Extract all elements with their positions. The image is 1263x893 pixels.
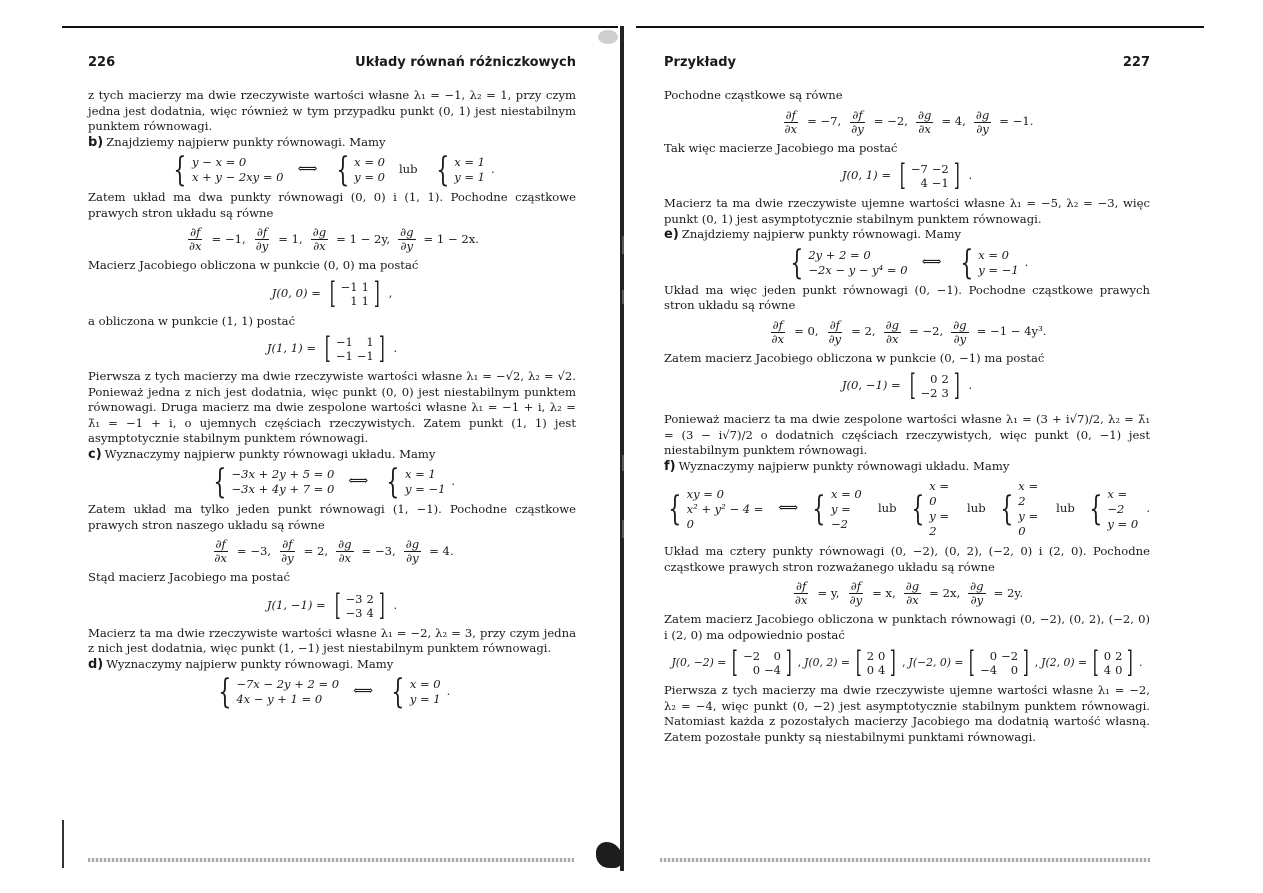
equation-system: { −7x − 2y + 2 = 0 4x − y + 1 = 0 ⟺ { x = 0 y = 1 . xyxy=(218,672,451,712)
paragraph: Pierwsza z tych macierzy ma dwie rzeczywiste ujemne wartości własne λ₁ = −2, λ₂ = −4, więc punkt (0, −2) jest asymptotycznie stabilnym punktem równowagi. Natomiast każda z pozostałych macierzy Jacobiego ma dodatnią wartość własną. Zatem pozostałe punkty są niestabilnymi punktami równowagi. xyxy=(664,683,1150,744)
jacobian-matrix: J(0, 1) = [ −7 −2 4 −1 ] . xyxy=(841,158,973,193)
partial-derivatives: $\frac{\partial f}{\partial x}$ = 0, $\frac{\partial f}{\partial y}$ = 2, $\frac{\partial g}{\partial x}$ = −2, $\frac{\partial g}{\partial y}$ = −1 − 4y³. xyxy=(771,317,1047,346)
jacobian-matrix: J(0, −1) = [ 0 2 −2 3 ] . xyxy=(841,368,973,403)
partial-derivatives: $\frac{\partial f}{\partial x}$ = −7, $\frac{\partial f}{\partial y}$ = −2, $\frac{\partial g}{\partial x}$ = 4, $\frac{\partial g}{\partial y}$ = −1. xyxy=(784,107,1034,136)
scan-edge-mark xyxy=(62,820,64,868)
jacobian-matrix: J(1, −1) = [ −3 2 −3 4 ] . xyxy=(266,587,398,623)
top-rule-left xyxy=(62,26,618,28)
paragraph: Zatem układ ma dwa punkty równowagi (0, 0) i (1, 1). Pochodne cząstkowe prawych stron układu są równe xyxy=(88,190,576,220)
bottom-rule-right xyxy=(660,858,1150,862)
jacobian-matrices: J(0, −2) = [ −2 0 0 −4 ] , J(0, 2) = [ 2 0 0 4 ] , J(−2, 0) = [ 0 −2 −4 0 ] , J(2, 0) = [ 0 2 4 0 ] . xyxy=(671,645,1143,680)
section-label: f) xyxy=(664,458,676,474)
jacobian-matrix: J(1, 1) = [ −1 1 −1 −1 ] . xyxy=(266,331,398,366)
paragraph: Pierwsza z tych macierzy ma dwie rzeczywiste wartości własne λ₁ = −√2, λ₂ = √2. Ponieważ jedna z nich jest dodatnia, więc punkt (0, 0) jest niestabilnym punktem równowagi. Druga macierz ma dwie zespolone wartości własne λ₁ = −1 + i, λ₂ = λ̄₁ = −1 + i, o ujemnych częściach rzeczywistych. Zatem punkt (1, 1) jest asymptotycznie stabilnym punktem równowagi. xyxy=(88,369,576,445)
section-d-intro: d) Wyznaczymy najpierw punkty równowagi. Mamy xyxy=(88,656,394,672)
paragraph: Ponieważ macierz ta ma dwie zespolone wartości własne λ₁ = (3 + i√7)/2, λ₂ = λ̄₁ = (3 − i√7)/2 o dodatnich częściach rzeczywistych, więc punkt (0, −1) jest niestabilnym punktem równowagi. xyxy=(664,412,1150,457)
paragraph: Macierz ta ma dwie rzeczywiste ujemne wartości własne λ₁ = −5, λ₂ = −3, więc punkt (0, 1) jest asymptotycznie stabilnym punktem równowagi. xyxy=(664,196,1150,226)
scan-tick xyxy=(622,290,624,304)
paragraph: Macierz Jacobiego obliczona w punkcie (0, 0) ma postać xyxy=(88,258,419,272)
bottom-rule-left xyxy=(88,858,574,862)
scan-tick xyxy=(622,520,624,538)
scan-tick xyxy=(622,455,624,471)
paragraph: Zatem macierz Jacobiego obliczona w punktach równowagi (0, −2), (0, 2), (−2, 0) i (2, 0) ma odpowiednio postać xyxy=(664,612,1150,642)
scan-tick xyxy=(622,236,624,254)
paragraph: z tych macierzy ma dwie rzeczywiste wartości własne λ₁ = −1, λ₂ = 1, przy czym jedna jest dodatnia, więc również w tym przypadku punkt (0, 1) jest niestabilnym punktem równowagi. xyxy=(88,88,576,133)
page-header xyxy=(664,52,1150,74)
paragraph: Układ ma więc jeden punkt równowagi (0, −1). Pochodne cząstkowe prawych stron układu są równe xyxy=(664,282,1150,312)
section-label: e) xyxy=(664,227,679,242)
paragraph: a obliczona w punkcie (1, 1) postać xyxy=(88,313,296,328)
paragraph: Zatem macierz Jacobiego obliczona w punkcie (0, −1) ma postać xyxy=(664,350,1045,365)
equation-system: { 2y + 2 = 0 −2x − y − y⁴ = 0 ⟺ { x = 0 y = −1 . xyxy=(790,242,1029,283)
equation-system: { −3x + 2y + 5 = 0 −3x + 4y + 7 = 0 ⟺ { x = 1 y = −1 . xyxy=(213,462,456,502)
page-number: 227 xyxy=(1122,55,1150,71)
running-head: Przykłady xyxy=(664,55,737,71)
section-label: c) xyxy=(88,446,102,462)
equation-system: { y − x = 0 x + y − 2xy = 0 ⟺ { x = 0 y = 0 lub { x = 1 y = 1 . xyxy=(173,150,495,190)
top-rule-right xyxy=(636,26,1204,28)
section-c-intro: c) Wyznaczymy najpierw punkty równowagi układu. Mamy xyxy=(88,446,436,462)
section-f-intro: f) Wyznaczymy najpierw punkty równowagi układu. Mamy xyxy=(664,458,1010,474)
scan-blot xyxy=(596,842,622,868)
partial-derivatives: $\frac{\partial f}{\partial x}$ = −1, $\frac{\partial f}{\partial y}$ = 1, $\frac{\partial g}{\partial x}$ = 1 − 2y, $\frac{\partial g}{\partial y}$ = 1 − 2x. xyxy=(189,225,479,253)
section-e-intro: e) Znajdziemy najpierw punkty równowagi. Mamy xyxy=(664,227,962,242)
jacobian-matrix: J(0, 0) = [ −1 1 1 1 ] , xyxy=(271,275,393,311)
paragraph: Tak więc macierze Jacobiego ma postać xyxy=(664,140,898,155)
paragraph: Macierz ta ma dwie rzeczywiste wartości własne λ₁ = −2, λ₂ = 3, przy czym jedna z nich jest dodatnia, więc punkt (1, −1) jest niestabilnym punktem równowagi. xyxy=(88,625,576,655)
page-header xyxy=(88,52,576,74)
page-number: 226 xyxy=(88,55,116,71)
right-page xyxy=(664,52,1150,745)
partial-derivatives: $\frac{\partial f}{\partial x}$ = −3, $\frac{\partial f}{\partial y}$ = 2, $\frac{\partial g}{\partial x}$ = −3, $\frac{\partial g}{\partial y}$ = 4. xyxy=(214,537,454,565)
book-gutter xyxy=(620,26,624,871)
section-label: d) xyxy=(88,656,104,672)
left-page xyxy=(88,52,576,712)
section-b-intro: b) Znajdziemy najpierw punkty równowagi. Mamy xyxy=(88,134,386,150)
section-label: b) xyxy=(88,134,104,150)
scan-smudge xyxy=(598,30,618,44)
running-head: Układy równań różniczkowych xyxy=(355,55,576,71)
equation-system: { xy = 0 x² + y² − 4 = 0 ⟺ { x = 0 y = −2 lub { x = 0 y = 2 lub { x = 2 y = 0 lub { x = −2 y = 0 . xyxy=(668,479,1151,538)
paragraph: Zatem układ ma tylko jeden punkt równowagi (1, −1). Pochodne cząstkowe prawych stron naszego układu są równe xyxy=(88,502,576,532)
partial-derivatives: $\frac{\partial f}{\partial x}$ = y, $\frac{\partial f}{\partial y}$ = x, $\frac{\partial g}{\partial x}$ = 2x, $\frac{\partial g}{\partial y}$ = 2y. xyxy=(794,579,1024,607)
paragraph: Pochodne cząstkowe są równe xyxy=(664,88,843,102)
paragraph: Stąd macierz Jacobiego ma postać xyxy=(88,570,291,584)
paragraph: Układ ma cztery punkty równowagi (0, −2), (0, 2), (−2, 0) i (2, 0). Pochodne cząstkowe prawych stron rozważanego układu są równe xyxy=(664,544,1150,574)
